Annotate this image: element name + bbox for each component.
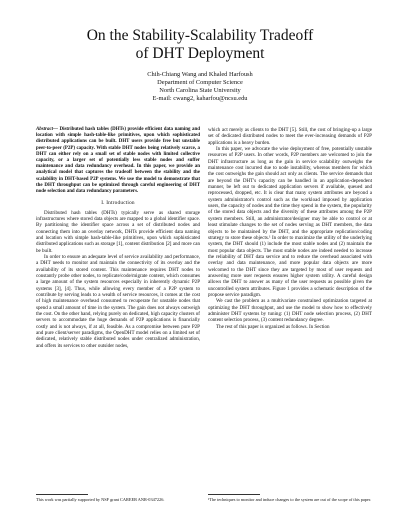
- right-paragraph-3: We cast the problem as a multivariate constrained optimization targeted at optimizing the DHT throughput, and use the model to show how to effectively administer DHT systems by tuning: (1) DHT node selection process, (2) DHT content selection process, (3) content redundancy degree.: [208, 298, 372, 324]
- author-department: Department of Computer Science: [157, 78, 243, 86]
- abstract-text: — Distributed hash tables (DHTs) provide efficient data naming and location with simple hash-table-like primitives, upon which sophisticated distributed applications can be built. DHT users provide free but unstable peer-to-peer (P2P) capacity. With stable DHT nodes being relatively scarce, a DHT can either rely on a small set of stable nodes with limited collective capacity, or a larger set of potentially less stable nodes and suffer maintenance and data redundancy overhead. In this paper, we provide an analytical model that captures the tradeoff between the stability and the scalability in DHT-based P2P systems. We use the model to demonstrate that the DHT throughput can be optimized through careful engineering of DHT node selection and data redundancy parameters.: [36, 127, 200, 195]
- paper-title: [0, 27, 400, 63]
- abstract: [36, 127, 200, 195]
- intro-paragraph-1: Distributed hash tables (DHTs) typically serve as shared storage infrastructures where stored data objects are mapped to a global identifier space. By partitioning the identifier space across a set of distributed nodes and connecting them into an overlay network, DHTs provide efficient data naming and location with simple hash-table-like primitives, upon which sophisticated distributed applications such as storage [1], content distribution [2] and more can be built.: [36, 209, 200, 254]
- right-column: [208, 127, 372, 330]
- footnote-rule-right: [208, 494, 260, 495]
- intro-paragraph-2: In order to ensure an adequate level of service availability and performance, a DHT needs to monitor and maintain the connectivity of its overlay and the availability of its stored content. This maintenance requires DHT nodes to constantly probe other nodes, to replicate/code/migrate content, which consumes a large amount of the system resources especially in inherently dynamic P2P systems [3], [4]. Thus, while allowing every member of a P2P system to contribute by serving leads to a wealth of service resources, it comes at the cost of high maintenance overhead consumed to recuperate for unstable nodes that spend a small amount of time in the system. The gain does not always outweigh the cost. On the other hand, relying purely on dedicated, high capacity clusters of servers to accommodate the huge demands of P2P applications is financially costly and is not always, if at all, feasible. As a compromise between pure P2P and pure client/server paradigms, the OpenDHT model relies on a limited set of dedicated, relatively stable distributed nodes under centralized administration, and offers its services to other outsider nodes,: [36, 253, 200, 349]
- footnote-1: ¹The techniques to monitor and induce changes to the system are out of the scope of this paper.: [208, 497, 372, 502]
- footnote-rule-left: [36, 494, 88, 495]
- section-heading-introduction: I. Introduction: [101, 200, 135, 207]
- author-block: [0, 71, 400, 103]
- author-university: North Carolina State University: [159, 86, 241, 94]
- abstract-lead: Abstract: [36, 127, 54, 132]
- title-line-2: of DHT Deployment: [135, 45, 265, 62]
- footnote-funding: This work was partially supported by NSF grant CAREER ANR-0347226.: [36, 497, 165, 502]
- right-paragraph-4: The rest of this paper is organized as follows. In Section: [216, 323, 330, 330]
- author-email: E-mail: cwang2, kaharfou@ncsu.edu: [152, 94, 248, 102]
- title-line-1: On the Stability-Scalability Tradeoff: [86, 27, 314, 44]
- author-names: Chih-Chiang Wang and Khaled Harfoush: [147, 71, 253, 78]
- left-column: [36, 127, 200, 349]
- right-paragraph-2: In this paper, we advocate the wise deployment of free, potentially unstable resources of P2P users. In other words, P2P members are welcomed to join the DHT infrastructure as long as the gain in service scalability outweighs the maintenance cost incurred due to node instability, whereas members for which the cost outweighs the gain should act only as clients. The service demands that are beyond the DHT's capacity can be handled in an application-dependent manner, be left out to dedicated application servers if available, queued and reprocessed, dropped, etc. It is clear that many system attributes are beyond a system administrator's control such as the workload imposed by application users, the capacity of nodes and the time they spend in the system, the popularity of the stored data objects and the diversity of these attributes among the P2P system members. Still, an administrator/designer may be able to control or at least stimulate changes to the set of nodes serving as DHT members, the data objects to be maintained by the DHT, and the appropriate replication/coding strategy to store these objects.¹ In order to maximize the utility of the underlying system, the DHT should (1) include the most stable nodes and (2) maintain the most popular data objects. The most stable nodes are indeed needed to increase the reliability of DHT data service and to reduce the overhead associated with overlay and data maintenance, and more popular data objects are more welcomed to the DHT since they are targeted by most of user requests and answering more user requests ensures higher system utility. A careful design allows the DHT to answer as many of the user requests as possible given the uncontrolled system attributes. Figure 1 provides a schematic description of the propose service paradigm.: [208, 146, 372, 298]
- right-paragraph-1: which act merely as clients to the DHT [5]. Still, the cost of bringing-up a large set of dedicated distributed nodes to meet the ever-increasing demands of P2P applications is a heavy burden.: [208, 127, 372, 146]
